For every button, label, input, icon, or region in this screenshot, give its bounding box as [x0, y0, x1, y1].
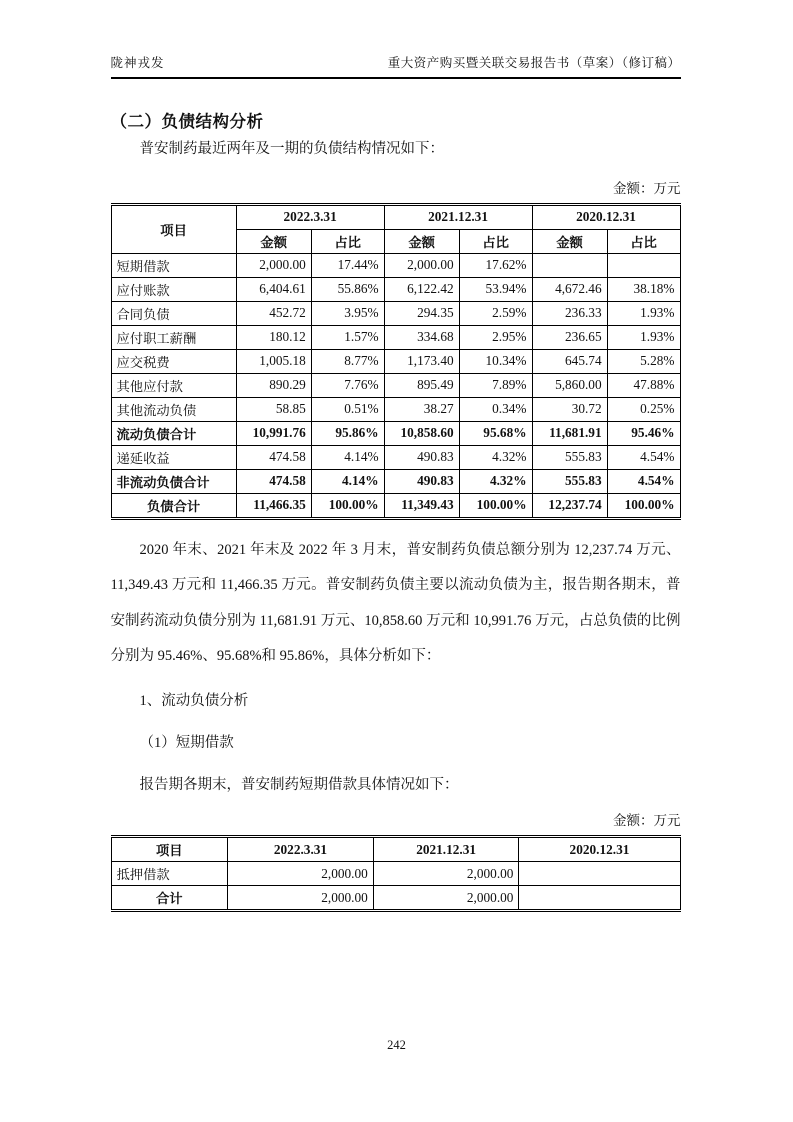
- cell-value: 95.86%: [311, 421, 384, 445]
- cell-value: 1,005.18: [236, 349, 311, 373]
- cell-value: 2,000.00: [236, 253, 311, 277]
- page-number: 242: [387, 1038, 406, 1052]
- cell-value: 95.68%: [459, 421, 532, 445]
- cell-value: 95.46%: [607, 421, 680, 445]
- row-label: 合同负债: [111, 301, 236, 325]
- cell-value: 11,681.91: [532, 421, 607, 445]
- subheader-ratio: 占比: [459, 229, 532, 253]
- row-label: 递延收益: [111, 445, 236, 469]
- row-label: 其他应付款: [111, 373, 236, 397]
- row-label: 应付职工薪酬: [111, 325, 236, 349]
- cell-value: 0.25%: [607, 397, 680, 421]
- subsection-1-heading: 1、流动负债分析: [139, 692, 249, 709]
- table-row: [111, 886, 680, 911]
- cell-value: 5,860.00: [532, 373, 607, 397]
- cell-value: 294.35: [384, 301, 459, 325]
- cell-value: 100.00%: [311, 493, 384, 518]
- table-row: [111, 421, 680, 445]
- cell-value: 474.58: [236, 445, 311, 469]
- table-row: [111, 253, 680, 277]
- section-title: （二）负债结构分析: [110, 113, 264, 131]
- table-row: [111, 349, 680, 373]
- column-header-period-2020: 2020.12.31: [519, 837, 680, 862]
- cell-value: 0.51%: [311, 397, 384, 421]
- cell-value: 1.93%: [607, 325, 680, 349]
- loans-paragraph: 报告期各期末，普安制药短期借款具体情况如下：: [139, 776, 459, 793]
- intro-paragraph: 普安制药最近两年及一期的负债结构情况如下：: [139, 141, 444, 157]
- cell-value: 2,000.00: [373, 886, 519, 911]
- table-row: [111, 493, 680, 518]
- cell-value: 890.29: [236, 373, 311, 397]
- cell-value: 100.00%: [607, 493, 680, 518]
- subheader-ratio: 占比: [311, 229, 384, 253]
- cell-value: 11,466.35: [236, 493, 311, 518]
- short-term-loans-table: [111, 835, 681, 912]
- subheader-amount: 金额: [532, 229, 607, 253]
- cell-value: [607, 253, 680, 277]
- cell-value: 2,000.00: [373, 862, 519, 886]
- row-label: 应交税费: [111, 349, 236, 373]
- cell-value: 17.62%: [459, 253, 532, 277]
- row-label: 应付账款: [111, 277, 236, 301]
- cell-value: 53.94%: [459, 277, 532, 301]
- table-row: [111, 445, 680, 469]
- cell-value: [532, 253, 607, 277]
- cell-value: 38.27: [384, 397, 459, 421]
- row-label: 流动负债合计: [111, 421, 236, 445]
- cell-value: 3.95%: [311, 301, 384, 325]
- cell-value: 180.12: [236, 325, 311, 349]
- cell-value: 2,000.00: [384, 253, 459, 277]
- cell-value: 474.58: [236, 469, 311, 493]
- row-label: 其他流动负债: [111, 397, 236, 421]
- cell-value: [519, 862, 680, 886]
- table-row: [111, 325, 680, 349]
- cell-value: 12,237.74: [532, 493, 607, 518]
- cell-value: 7.89%: [459, 373, 532, 397]
- subheader-ratio: 占比: [607, 229, 680, 253]
- header-company-name: 陇神戎发: [110, 56, 165, 70]
- cell-value: 4.14%: [311, 445, 384, 469]
- cell-value: 452.72: [236, 301, 311, 325]
- cell-value: 4.54%: [607, 469, 680, 493]
- unit-label-1: 金额：万元: [613, 180, 681, 196]
- cell-value: 2.95%: [459, 325, 532, 349]
- cell-value: 490.83: [384, 445, 459, 469]
- cell-value: 55.86%: [311, 277, 384, 301]
- cell-value: 58.85: [236, 397, 311, 421]
- row-label: 非流动负债合计: [111, 469, 236, 493]
- cell-value: 7.76%: [311, 373, 384, 397]
- column-header-period-2022: 2022.3.31: [228, 837, 374, 862]
- cell-value: 4.32%: [459, 469, 532, 493]
- table-row: [111, 277, 680, 301]
- cell-value: 6,404.61: [236, 277, 311, 301]
- table-row: [111, 373, 680, 397]
- cell-value: 895.49: [384, 373, 459, 397]
- column-header-period-2020: 2020.12.31: [532, 204, 680, 229]
- cell-value: 334.68: [384, 325, 459, 349]
- column-header-period-2022: 2022.3.31: [236, 204, 384, 229]
- cell-value: 1.93%: [607, 301, 680, 325]
- cell-value: 17.44%: [311, 253, 384, 277]
- subheader-amount: 金额: [236, 229, 311, 253]
- row-label: 负债合计: [111, 493, 236, 518]
- cell-value: 1,173.40: [384, 349, 459, 373]
- cell-value: 1.57%: [311, 325, 384, 349]
- cell-value: 2,000.00: [228, 862, 374, 886]
- cell-value: 645.74: [532, 349, 607, 373]
- cell-value: 236.65: [532, 325, 607, 349]
- cell-value: 4,672.46: [532, 277, 607, 301]
- cell-value: 236.33: [532, 301, 607, 325]
- column-header-period-2021: 2021.12.31: [384, 204, 532, 229]
- cell-value: 11,349.43: [384, 493, 459, 518]
- cell-value: [519, 886, 680, 911]
- liability-structure-table: [111, 203, 681, 520]
- subsection-1-1-heading: （1）短期借款: [139, 735, 234, 751]
- table-row: [111, 862, 680, 886]
- table-row: [111, 469, 680, 493]
- table-header-row: [111, 837, 680, 862]
- row-label: 短期借款: [111, 253, 236, 277]
- table-row: [111, 397, 680, 421]
- cell-value: 30.72: [532, 397, 607, 421]
- cell-value: 100.00%: [459, 493, 532, 518]
- cell-value: 2.59%: [459, 301, 532, 325]
- cell-value: 10,858.60: [384, 421, 459, 445]
- subheader-amount: 金额: [384, 229, 459, 253]
- header-report-title: 重大资产购买暨关联交易报告书（草案）（修订稿）: [387, 56, 681, 70]
- cell-value: 6,122.42: [384, 277, 459, 301]
- row-label: 抵押借款: [111, 862, 228, 886]
- column-header-period-2021: 2021.12.31: [373, 837, 519, 862]
- running-header: [111, 0, 681, 79]
- cell-value: 10,991.76: [236, 421, 311, 445]
- cell-value: 47.88%: [607, 373, 680, 397]
- cell-value: 555.83: [532, 469, 607, 493]
- table-header-row: [111, 204, 680, 229]
- unit-label-2: 金额：万元: [613, 813, 681, 828]
- cell-value: 38.18%: [607, 277, 680, 301]
- cell-value: 0.34%: [459, 397, 532, 421]
- cell-value: 4.14%: [311, 469, 384, 493]
- row-label: 合计: [111, 886, 228, 911]
- cell-value: 490.83: [384, 469, 459, 493]
- column-header-item: 项目: [111, 204, 236, 253]
- cell-value: 5.28%: [607, 349, 680, 373]
- table-row: [111, 301, 680, 325]
- cell-value: 4.54%: [607, 445, 680, 469]
- summary-paragraph: 2020 年末、2021 年末及 2022 年 3 月末，普安制药负债总额分别为 12,237.74 万元、11,349.43 万元和 11,466.35 万元。普安制药负债主要以流动负债为主，报告期各期末，普安制药流动负债分别为 11,681.91 万元、10,858.60 万元和 10,991.76 万元，占总负债的比例分别为 95.46%、95.68%和 95.86%，具体分析如下：: [110, 541, 681, 664]
- cell-value: 8.77%: [311, 349, 384, 373]
- column-header-item: 项目: [111, 837, 228, 862]
- cell-value: 4.32%: [459, 445, 532, 469]
- cell-value: 10.34%: [459, 349, 532, 373]
- cell-value: 555.83: [532, 445, 607, 469]
- cell-value: 2,000.00: [228, 886, 374, 911]
